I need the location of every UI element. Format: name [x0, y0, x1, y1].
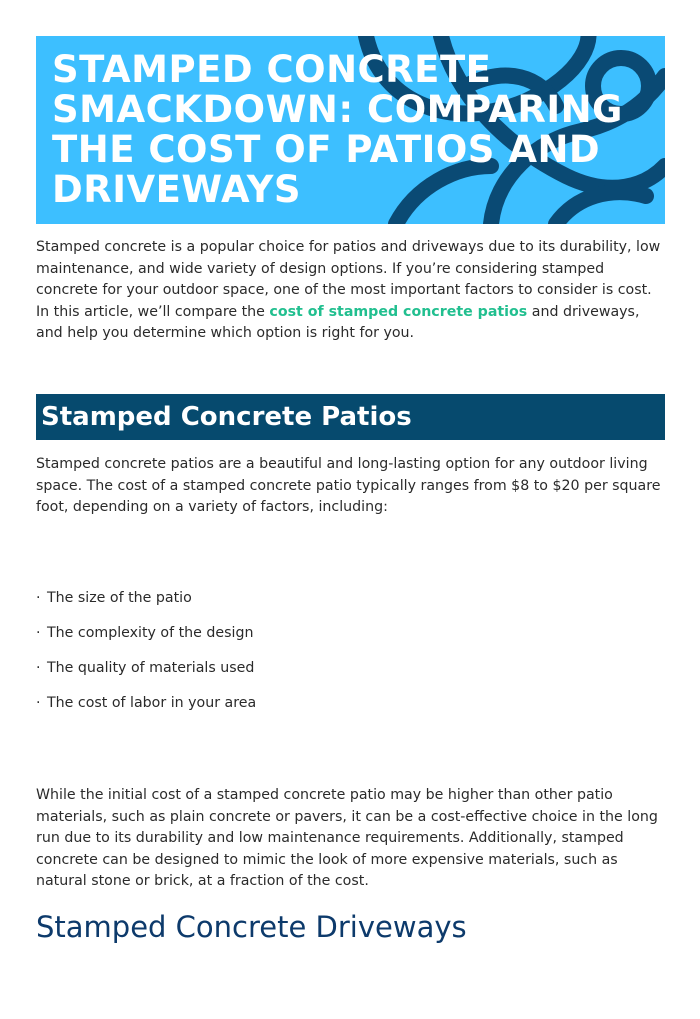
list-item-text: The complexity of the design: [47, 625, 254, 641]
list-item-text: The cost of labor in your area: [47, 695, 257, 711]
list-item: [36, 587, 256, 622]
article-title: STAMPED CONCRETE SMACKDOWN: COMPARING THE COST OF PATIOS AND DRIVEWAYS: [52, 48, 623, 211]
patios-section-header: [36, 394, 665, 440]
intro-text-start: Stamped concrete is a popular choice for patios and driveways due to its durability, low maintenance, and wide variety of design options. If you’re considering stamped concrete for your outdoor space, one of the most important factors to consider is cost. In this article, we’ll compare the: [36, 239, 661, 320]
list-item: [36, 692, 256, 727]
bullet-icon: ·: [36, 660, 41, 676]
intro-text-end: and driveways, and help you determine which option is right for you.: [36, 303, 640, 342]
bullet-icon: ·: [36, 625, 41, 641]
list-item-text: The size of the patio: [47, 590, 192, 606]
patios-closing-paragraph: While the initial cost of a stamped concrete patio may be higher than other patio materials, such as plain concrete or pavers, it can be a cost-effective choice in the long run due to its durability and low maintenance requirements. Additionally, stamped concrete can be designed to mimic the look of more expensive materials, such as natural stone or brick, at a fraction of the cost.: [36, 787, 658, 890]
patio-cost-link[interactable]: cost of stamped concrete patios: [269, 303, 528, 320]
hero-banner: [36, 36, 665, 224]
patios-intro-paragraph: Stamped concrete patios are a beautiful and long-lasting option for any outdoor living space. The cost of a stamped concrete patio typically ranges from $8 to $20 per square foot, depending on a variety of factors, including:: [36, 456, 661, 516]
driveways-heading: Stamped Concrete Driveways: [36, 910, 467, 944]
list-item-text: The quality of materials used: [47, 660, 255, 676]
list-item: [36, 657, 256, 692]
intro-paragraph: [36, 237, 666, 345]
list-item: [36, 622, 256, 657]
bullet-icon: ·: [36, 695, 41, 711]
bullet-icon: ·: [36, 590, 41, 606]
patios-heading: Stamped Concrete Patios: [41, 402, 412, 432]
cost-factors-list: [36, 587, 256, 727]
